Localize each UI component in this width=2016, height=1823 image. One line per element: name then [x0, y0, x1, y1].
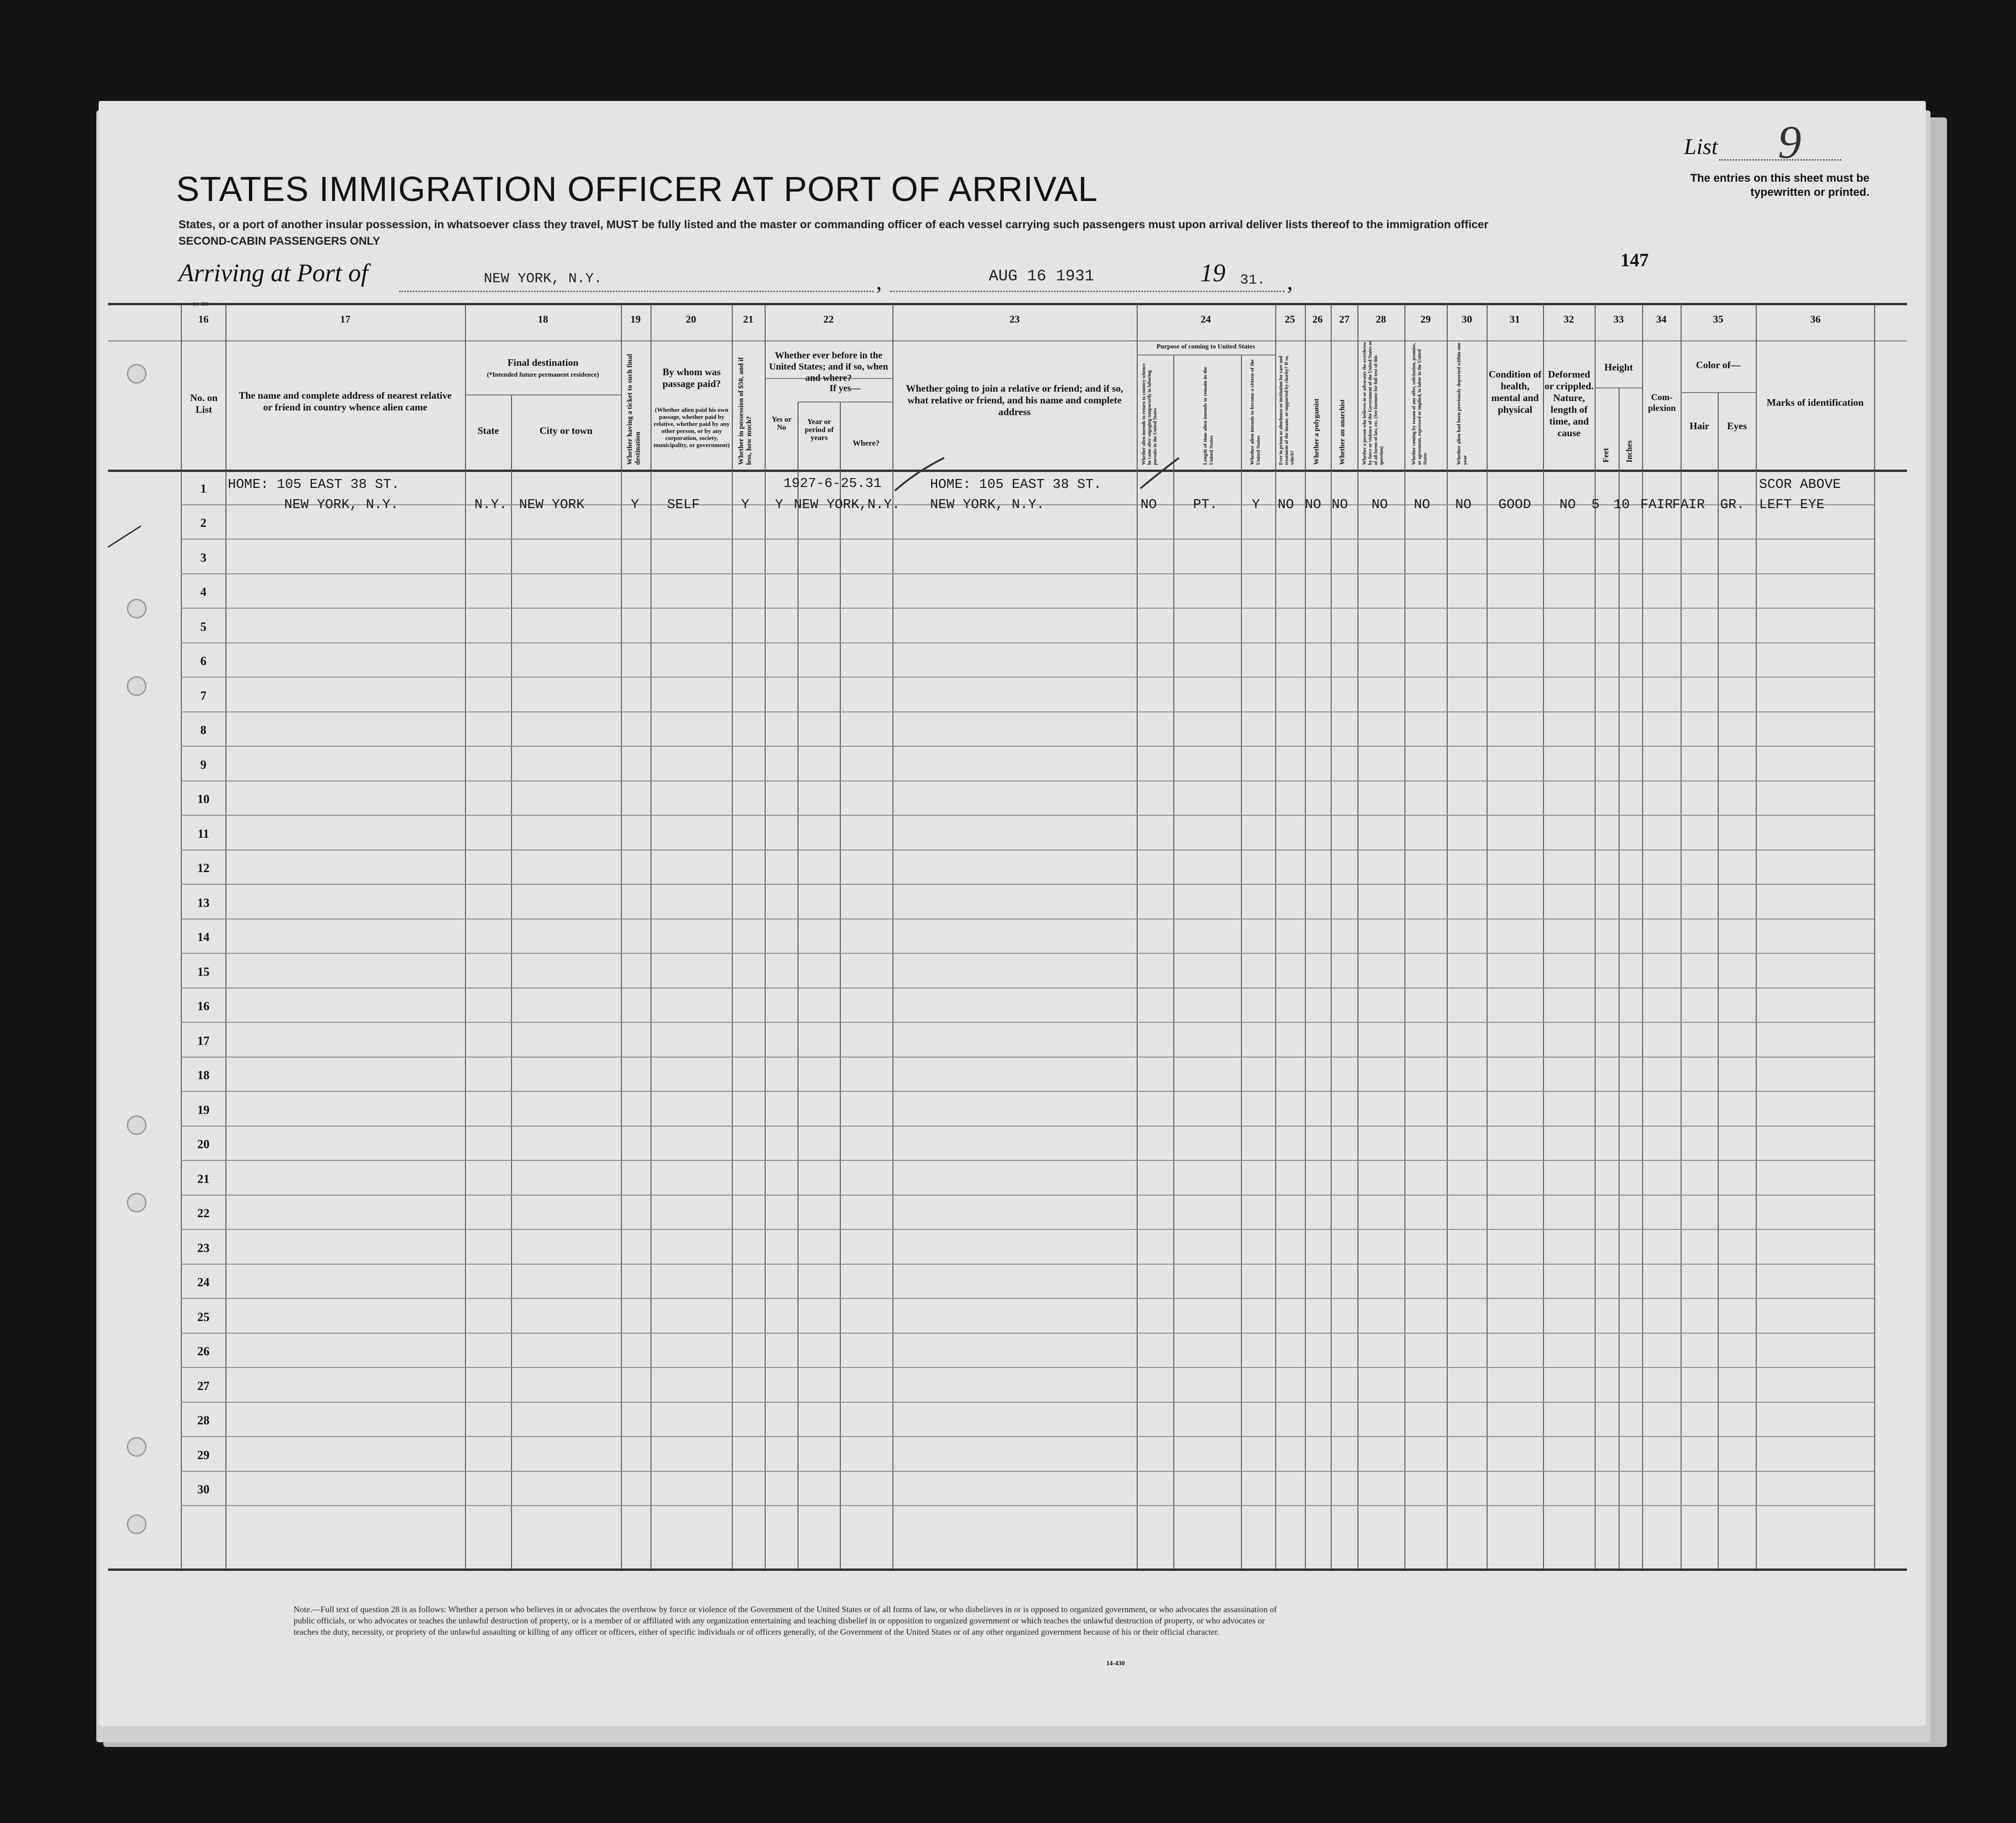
column-number: 25	[1285, 313, 1295, 325]
handwritten-marks	[99, 101, 1926, 1726]
labor-offer-value: NO	[1414, 497, 1430, 512]
header-relative: The name and complete address of nearest relative or friend in country whence alien came	[239, 390, 452, 413]
header-deported: Whether alien had been previously deported within one year	[1456, 342, 1468, 465]
row-number: 17	[197, 1034, 209, 1048]
header-ticket: Whether having a ticket to such final destination	[626, 354, 642, 465]
row-number: 20	[197, 1137, 209, 1151]
date-value: AUG 16 1931	[989, 268, 1094, 286]
row-number: 18	[197, 1068, 209, 1082]
typewritten-notice: The entries on this sheet must be typewritten or printed.	[1690, 172, 1869, 199]
header-labor-offer: Whether coming by reason of any offer, solicitation, promise, or agreement, expressed or implied, to labor in the United States	[1411, 343, 1428, 465]
row-number: 15	[197, 965, 209, 979]
header-no-on-list: No. on List	[190, 392, 218, 415]
header-purpose: Purpose of coming to United States	[1156, 343, 1255, 350]
column-number: 34	[1656, 313, 1667, 325]
footnote: Note.—Full text of question 28 is as follows: Whether a person who believes in or advocates the overthrow by force or violence of the Government of the United States or of all forms of law, or who disbelieves in or is opposed to organized government, or who advocates the assassination of public officials, or who advocates or teaches the unlawful destruction of property, or is a member of or affiliated with any organization entertaining and teaching disbelief in or opposition to organized government or which teaches the unlawful destruction of property, or who advocates or teaches the duty, necessity, or propriety of the unlawful assaulting or killing of any officer or officers, either of specific individuals or of officers generally, of the Government of the United States or of any other organized government because of his or their official character.	[294, 1605, 1277, 1637]
header-color-of: Color of—	[1696, 359, 1741, 371]
header-overthrow: Whether a person who believes in or advocates the overthrow by force or violence of the Government of the United States or of all forms of law, etc. (See footnote for full text of this question)	[1362, 340, 1384, 465]
height-inches-value: 10	[1613, 497, 1630, 512]
row-number: 25	[197, 1310, 209, 1324]
header-prison: Ever in prison or almshouse or institution for care and treatment of the insane, or supported by charity? If so, which?	[1279, 355, 1295, 465]
destination-city: NEW YORK	[519, 497, 585, 512]
column-number: 30	[1462, 313, 1472, 325]
header-polygamist: Whether a polygamist	[1313, 398, 1320, 465]
column-number: 36	[1810, 313, 1821, 325]
destination-state: N.Y.	[474, 497, 507, 512]
arriving-label: Arriving at Port of	[178, 259, 368, 287]
join-address-line2: NEW YORK, N.Y.	[930, 497, 1045, 512]
length-stay-value: PT.	[1193, 497, 1218, 512]
overthrow-value: NO	[1372, 497, 1388, 512]
column-number: 35	[1713, 313, 1723, 325]
prison-value: NO	[1278, 497, 1294, 512]
before-where-value: NEW YORK,N.Y.	[794, 497, 900, 512]
column-number: 27	[1339, 313, 1349, 325]
complexion-value: FAIR	[1640, 497, 1673, 512]
row-number: 10	[197, 792, 209, 806]
header-return-country: Whether alien intends to return to country whence he came after engaging temporarily in laboring pursuits in the United States	[1141, 363, 1158, 465]
row-number: 8	[200, 723, 207, 737]
header-eyes: Eyes	[1727, 420, 1747, 432]
page-title: STATES IMMIGRATION OFFICER AT PORT OF ARRIVAL	[176, 170, 1098, 209]
header-final-destination-note: (*Intended future permanent residence)	[487, 371, 599, 379]
row-number: 28	[197, 1414, 209, 1427]
year-suffix: 31.	[1240, 272, 1266, 288]
passage-value: SELF	[667, 497, 700, 512]
header-citizen: Whether alien intends to become a citizen of the United States	[1249, 359, 1261, 465]
row-number: 9	[200, 757, 207, 772]
header-final-destination: Final destination	[507, 357, 579, 368]
column-number: 17	[340, 313, 350, 325]
header-passage-note: (Whether alien paid his own passage, whether paid by relative, whether paid by any other person, or by any corporation, society, municipality, or government)	[653, 406, 730, 448]
deported-value: NO	[1455, 497, 1472, 512]
header-deformed: Deformed or crippled. Nature, length of time, and cause	[1544, 369, 1594, 439]
header-passage: By whom was passage paid?	[662, 366, 721, 389]
join-address-line1: HOME: 105 EAST 38 ST.	[930, 477, 1102, 492]
year-prefix: 19	[1200, 259, 1225, 287]
column-number: 22	[823, 313, 834, 325]
header-feet: Feet	[1601, 448, 1610, 463]
column-number: 24	[1201, 313, 1211, 325]
page-number: 147	[1621, 249, 1649, 270]
header-height: Height	[1604, 362, 1633, 373]
row-number: 26	[197, 1344, 209, 1358]
column-number: 23	[1009, 313, 1020, 325]
column-number: 20	[686, 313, 696, 325]
header-inches: Inches	[1625, 440, 1634, 463]
health-value: GOOD	[1498, 497, 1531, 512]
column-number: 18	[538, 313, 548, 325]
row-number: 2	[200, 516, 207, 530]
row-number: 14	[197, 930, 209, 944]
column-number: 21	[743, 313, 753, 325]
header-before-in-us: Whether ever before in the United States; and if so, when and where?	[769, 350, 888, 383]
polygamist-value: NO	[1305, 497, 1321, 512]
row-number: 23	[197, 1241, 209, 1255]
row-number: 19	[197, 1103, 209, 1117]
column-number: 26	[1312, 313, 1323, 325]
anarchist-value: NO	[1332, 497, 1348, 512]
header-state: State	[477, 425, 499, 436]
column-number: 16	[198, 313, 209, 325]
row-number: 30	[197, 1483, 209, 1496]
relative-address-line1: HOME: 105 EAST 38 ST.	[228, 477, 400, 492]
citizen-value: Y	[1252, 497, 1260, 512]
hair-value: FAIR	[1672, 497, 1705, 512]
row-number: 5	[200, 619, 207, 633]
column-number: 29	[1420, 313, 1431, 325]
fifty-value: Y	[741, 497, 750, 512]
eyes-value: GR.	[1720, 497, 1745, 512]
list-number: 9	[1778, 116, 1801, 168]
marks-line1: SCOR ABOVE	[1759, 477, 1841, 492]
form-code: 14-430	[1106, 1660, 1125, 1667]
header-health: Condition of health, mental and physical	[1489, 369, 1542, 415]
row-number: 29	[197, 1448, 209, 1462]
header-length-stay: Length of time alien intends to remain in the United States	[1202, 367, 1214, 465]
row-number: 3	[200, 550, 207, 564]
row-number: 22	[197, 1206, 209, 1220]
header-where: Where?	[853, 439, 880, 448]
column-number: 19	[630, 313, 641, 325]
header-yes-no: Yes or No	[771, 416, 792, 432]
header-if-yes: If yes—	[829, 383, 861, 394]
row-number: 6	[200, 654, 207, 668]
cabin-class: SECOND-CABIN PASSENGERS ONLY	[178, 235, 380, 247]
column-number: 28	[1376, 313, 1386, 325]
column-number: 33	[1613, 313, 1624, 325]
marks-line2: LEFT EYE	[1759, 497, 1825, 512]
header-hair: Hair	[1690, 420, 1709, 432]
row-number: 12	[197, 861, 209, 875]
row-number: 24	[197, 1275, 209, 1289]
header-fifty-dollars: Whether in possession of $50, and if less, how much?	[737, 357, 753, 465]
column-number: 32	[1564, 313, 1574, 325]
header-complexion: Com- plexion	[1648, 393, 1676, 413]
row-number: 16	[197, 999, 209, 1013]
manifest-sheet: List 9 The entries on this sheet must be typewritten or printed. STATES IMMIGRATION OFFICER AT PORT OF ARRIVAL States, or a port of another insular possession, in whatsoever class they travel, MUST be fully listed and the master or commanding officer of each vessel carrying such passengers must upon arrival deliver lists thereof to the immigration officer SECOND-CABIN PASSENGERS ONLY 147 Arriving at Port of NEW YORK, N.Y. , AUG 16 1931 , 19 31. 16 17 18 19 20 21 22 23 24 25 26 27 28 29 30 31 32 33 34 35 36 No. on List The name and complete address of nearest relative or friend in country whence alien came Final destination (*Intended future permanent residence) State City or town Whether having a ticket to such final destination By whom was passage paid? (Whether alien paid his own passage, whether paid by relative, whether paid by any other person, or by any corporation, society, municipality, or government) Whether in possession of $50, and if less, how much? Whether ever before in the United States; and if so, when and where? Yes or No If yes— Year or period of years Where? Whether going to join a relative or friend; and if so, what relative or friend, and his name and complete address Purpose of coming to United States Whether alien intends to return to country whence he came after engaging temporarily in laboring pursuits in the United States Length of time alien intends to remain in the United States Whether alien intends to become a citizen of the United States Ever in prison or almshouse or institution for care and treatment of the insane, or supported by charity? If so, which? Whether a polygamist Whether an anarchist Whether a person who believes in or advocates the overthrow by force or violence of the Government of the United States or of all forms of law, etc. (See footnote for full text of this question) Whether coming by reason of any offer, solicitation, promise, or agreement, expressed or implied, to labor in the United States Whether alien had been previously deported within one year Condition of health, mental and physical Deformed or crippled. Nature, length of time, and cause Height Feet Inches Com- plexion Color of— Hair Eyes Marks of identification 1 2 3 4 5 6 7 8 9 10 11 12 13 14 15 16 17 18 19 20 21 22 23 24 25 26 27 28 29 30 HOME: 105 EAST 38 ST. NEW YORK, N.Y. N.Y. NEW YORK Y SELF Y Y 1927-6-25.31 NEW YORK,N.Y. HOME: 105 EAST 38 ST. NEW YORK, N.Y. NO PT. Y NO NO NO NO NO NO GOOD NO 5 10 FAIR FAIR GR. SCOR ABOVE LEFT EYE Note.—Full text of question 28 is as follows: Whether a person who believes in or advocates the overthrow by force or violence of the Government of the United States or of all forms of law, or who disbelieves in or is opposed to organized government, or who advocates the assassination of public officials, or who advocates or teaches the unlawful destruction of property, or is a member of or affiliated with any organization entertaining and teaching disbelief in or opposition to organized government or which teaches the unlawful destruction of property, or who advocates or teaches the duty, necessity, or propriety of the unlawful assaulting or killing of any officer or officers, either of specific individuals or of officers generally, of the Government of the United States or of any other organized government because of his or their official character. 14-430	[99, 101, 1926, 1726]
list-label: List	[1684, 134, 1718, 159]
row-number: 4	[200, 585, 207, 599]
row-number: 13	[197, 896, 209, 910]
row-number: 7	[200, 688, 207, 703]
return-country-value: NO	[1140, 497, 1157, 512]
before-yes-value: Y	[775, 497, 783, 512]
header-year: Year or period of years	[805, 418, 834, 442]
row-number: 21	[197, 1172, 209, 1186]
instructions: States, or a port of another insular possession, in whatsoever class they travel, MUST be fully listed and the master or commanding officer of each vessel carrying such passengers must upon arrival deliver lists thereof to the immigration officer	[178, 218, 1489, 231]
ticket-value: Y	[631, 497, 639, 512]
column-number: 31	[1510, 313, 1520, 325]
deformed-value: NO	[1559, 497, 1576, 512]
header-join-relative: Whether going to join a relative or friend; and if so, what relative or friend, and his name and complete address	[906, 383, 1124, 417]
before-period-value: 1927-6-25.31	[783, 476, 882, 491]
row-number: 27	[197, 1379, 209, 1393]
row-number: 1	[200, 481, 207, 495]
port-value: NEW YORK, N.Y.	[484, 271, 603, 287]
header-marks: Marks of identification	[1767, 397, 1864, 408]
relative-address-line2: NEW YORK, N.Y.	[284, 497, 399, 512]
height-feet-value: 5	[1591, 497, 1600, 512]
header-anarchist: Whether an anarchist	[1339, 399, 1346, 465]
header-city: City or town	[539, 425, 593, 436]
row-number: 11	[197, 827, 209, 841]
